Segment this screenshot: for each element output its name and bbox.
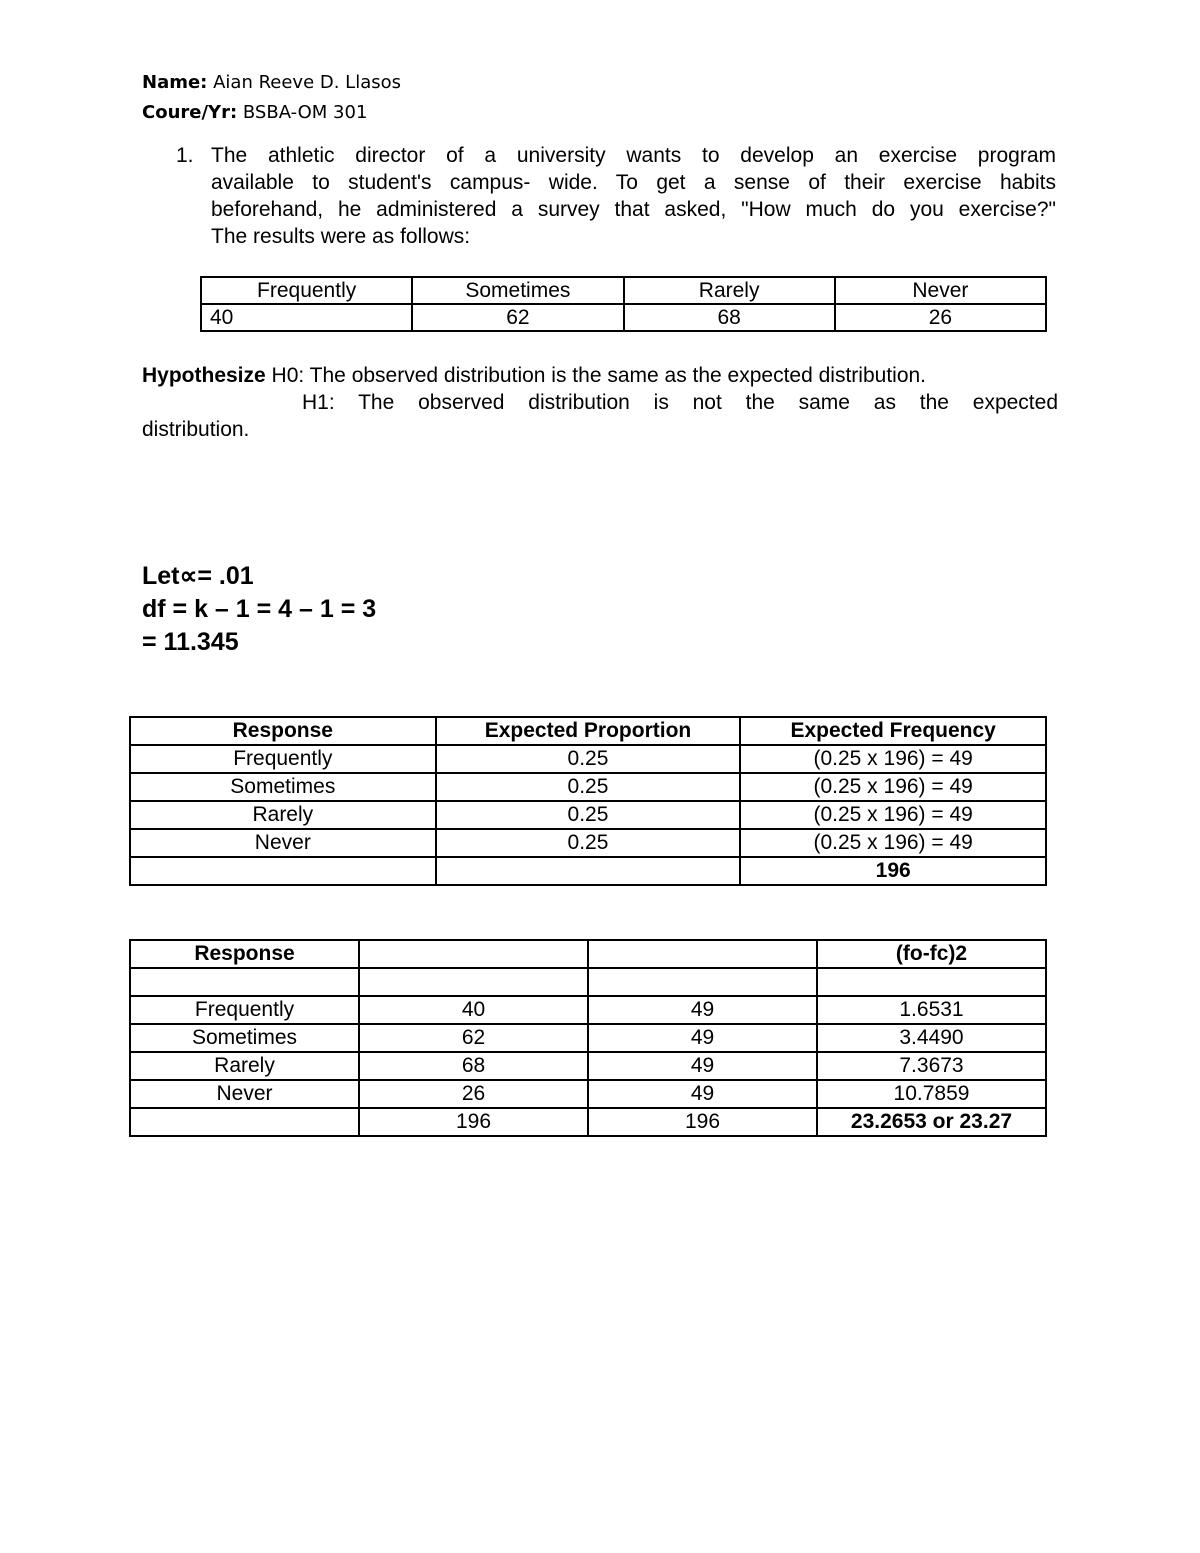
total-cell: 196 [359,1108,588,1136]
value-cell: 40 [201,304,412,331]
h0-text: H0: The observed distribution is the same as the expected distribution. [265,364,927,387]
cell: Never [130,1080,359,1108]
header-cell: (fo-fc)2 [817,940,1046,968]
cell: (0.25 x 196) = 49 [740,773,1046,801]
course-value: BSBA-OM 301 [237,102,368,123]
table-total-row [130,1108,1046,1136]
table-row [130,1052,1046,1080]
table-total-row [130,857,1046,885]
chi-square-total-cell: 23.2653 or 23.27 [817,1108,1046,1136]
value-cell: 62 [412,304,623,331]
header-cell: Expected Frequency [740,717,1046,745]
cell: 3.4490 [817,1024,1046,1052]
cell [130,968,359,996]
header-cell: Never [835,277,1046,304]
cell: Rarely [130,801,436,829]
question-line: The athletic director of a university wants to develop an exercise program [211,144,1056,167]
cell [436,857,741,885]
table-row [201,304,1046,331]
student-name [142,72,401,93]
cell: Frequently [130,996,359,1024]
cell [359,968,588,996]
cell: 10.7859 [817,1080,1046,1108]
cell [817,968,1046,996]
cell: 26 [359,1080,588,1108]
cell: 40 [359,996,588,1024]
cell: 0.25 [436,829,741,857]
h1-continuation: distribution. [142,418,250,441]
h0-row [142,362,1058,389]
table-row [130,968,1046,996]
cell: 0.25 [436,773,741,801]
chi-square-table [129,939,1047,1137]
cell: 7.3673 [817,1052,1046,1080]
cell: Sometimes [130,773,436,801]
df-line: df = k – 1 = 4 – 1 = 3 [142,595,377,623]
cell: (0.25 x 196) = 49 [740,801,1046,829]
table-row [130,996,1046,1024]
critical-value-line: = 11.345 [142,628,239,656]
expected-frequency-table [129,716,1047,886]
cell: 68 [359,1052,588,1080]
total-cell: 196 [740,857,1046,885]
cell: Frequently [130,745,436,773]
survey-results-table [200,276,1047,332]
cell: 1.6531 [817,996,1046,1024]
value-cell: 68 [624,304,835,331]
question-line: beforehand, he administered a survey that asked, "How much do you exercise?" [211,198,1056,221]
question-number: 1. [176,144,194,167]
cell [130,857,436,885]
h1-text: H1: The observed distribution is not the same as the expected [302,391,1058,414]
h1-row [142,389,1058,416]
course-label: Coure/Yr: [142,102,238,123]
hypothesis-block [142,362,1058,443]
cell [588,968,817,996]
course-year [142,102,367,123]
header-cell: Expected Proportion [436,717,741,745]
calculation-block [142,560,376,659]
name-label: Name: [142,72,208,93]
table-row [130,801,1046,829]
question-1 [176,142,1056,250]
table-header-row [130,940,1046,968]
cell: 49 [588,1080,817,1108]
table-row [130,1080,1046,1108]
header-cell: Response [130,717,436,745]
header-cell [359,940,588,968]
header-cell: Sometimes [412,277,623,304]
h1-cont-row [142,416,1058,443]
value-cell: 26 [835,304,1046,331]
question-line: The results were as follows: [211,225,471,248]
cell: Never [130,829,436,857]
h0-statement [142,362,926,389]
header-cell: Response [130,940,359,968]
header-cell: Rarely [624,277,835,304]
cell [130,1108,359,1136]
cell: Rarely [130,1052,359,1080]
hypothesize-label: Hypothesize [142,364,266,387]
cell: 49 [588,1024,817,1052]
table-header-row [130,717,1046,745]
cell: 0.25 [436,745,741,773]
table-row [130,829,1046,857]
question-line: available to student's campus- wide. To get a sense of their exercise habits [211,171,1056,194]
header-cell: Frequently [201,277,412,304]
cell: (0.25 x 196) = 49 [740,745,1046,773]
cell: 49 [588,1052,817,1080]
question-text [211,142,1056,250]
cell: 49 [588,996,817,1024]
name-value: Aian Reeve D. Llasos [207,72,401,93]
table-row [130,773,1046,801]
table-row [130,745,1046,773]
total-cell: 196 [588,1108,817,1136]
cell: 62 [359,1024,588,1052]
alpha-line: Let∝= .01 [142,562,254,590]
table-header-row [201,277,1046,304]
header-cell [588,940,817,968]
cell: (0.25 x 196) = 49 [740,829,1046,857]
table-row [130,1024,1046,1052]
cell: 0.25 [436,801,741,829]
cell: Sometimes [130,1024,359,1052]
